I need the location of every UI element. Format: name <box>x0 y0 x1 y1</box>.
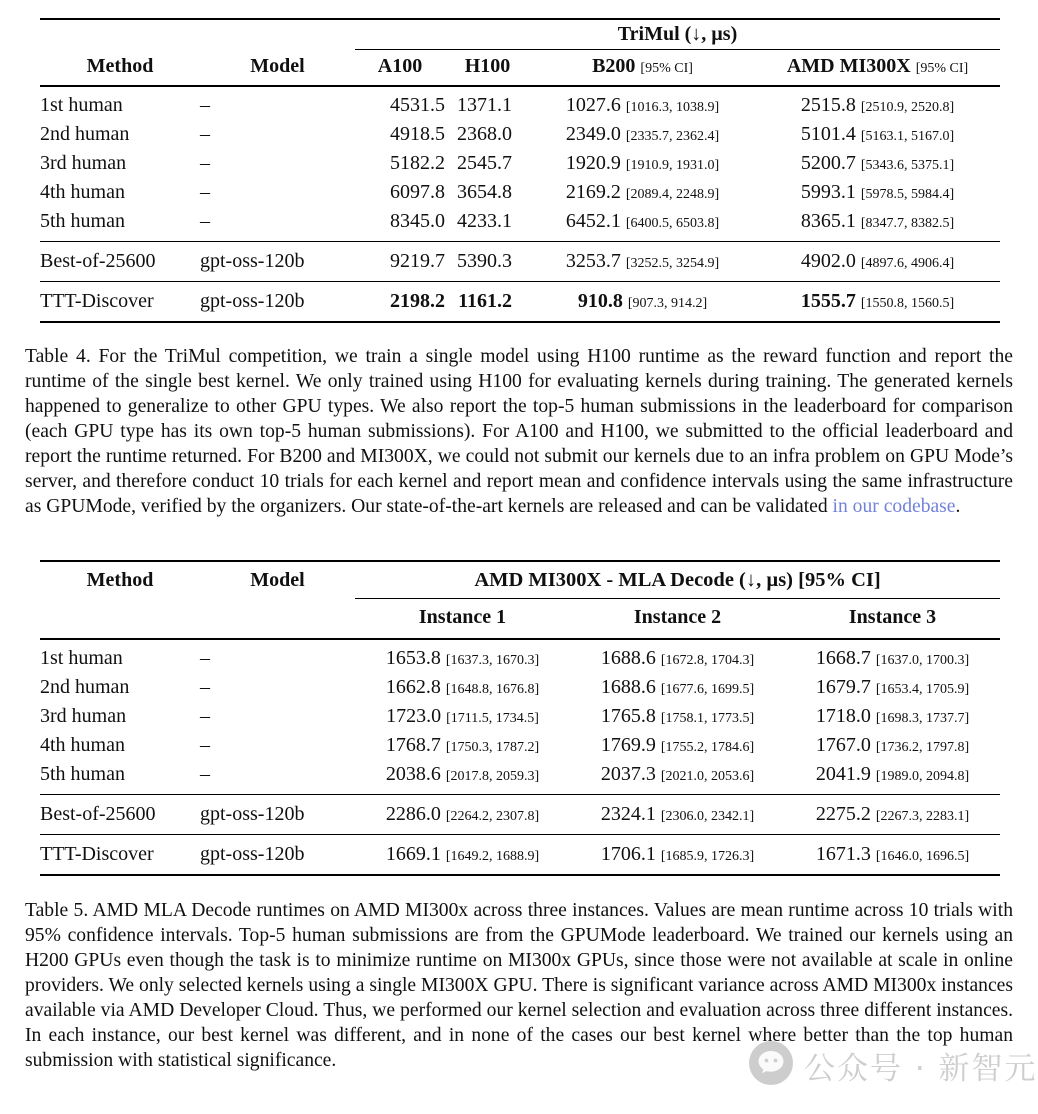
instance1-cell: 1662.8 [1648.8, 1676.8] <box>385 676 540 698</box>
model-cell: gpt-oss-120b <box>200 795 355 835</box>
a100-cell: 6097.8 <box>390 181 445 203</box>
method-cell: Best-of-25600 <box>40 795 200 835</box>
h100-cell: 2368.0 <box>457 123 512 145</box>
method-cell: 1st human <box>40 647 123 669</box>
mi300x-cell: 2515.8 [2510.9, 2520.8] <box>800 94 955 116</box>
method-cell: 5th human <box>40 760 200 795</box>
instance2-cell: 1769.9 [1755.2, 1784.6] <box>600 734 755 756</box>
column-header-method: Method <box>40 50 200 87</box>
method-cell: 3rd human <box>40 705 127 727</box>
instance2-cell: 1688.6 [1672.8, 1704.3] <box>600 647 755 669</box>
mla-instance-header-row <box>40 599 1000 640</box>
mi300x-cell: 5200.7 [5343.6, 5375.1] <box>800 152 955 174</box>
method-cell: 4th human <box>40 734 125 756</box>
mla-group-header-row <box>40 561 1000 599</box>
ttt-discover-row <box>40 835 1000 876</box>
paper-page <box>0 18 1038 1114</box>
table-row <box>40 207 1000 242</box>
table4-caption <box>25 344 1013 519</box>
instance3-cell: 1718.0 [1698.3, 1737.7] <box>815 705 970 727</box>
mi300x-cell: 5993.1 [5978.5, 5984.4] <box>800 181 955 203</box>
model-cell: – <box>200 123 210 145</box>
ci-note: [95% CI] <box>915 61 969 76</box>
model-cell: – <box>200 676 210 698</box>
h100-cell: 2545.7 <box>457 152 512 174</box>
instance3-cell: 2275.2 [2267.3, 2283.1] <box>785 795 1000 835</box>
method-cell: 5th human <box>40 207 200 242</box>
table-row <box>40 120 1000 149</box>
instance3-cell: 1767.0 [1736.2, 1797.8] <box>815 734 970 756</box>
method-cell: 1st human <box>40 94 123 116</box>
caption-text: Table 5. AMD MLA Decode runtimes on AMD MI300x across three instances. Values are mean runtime across 10 trials with 95% confidence intervals. Top-5 human submissions are from the GPUMode leaderboard. We trained our kernels using an H200 GPUs even though the task is to minimize runtime on MI300x GPUs, since those were not available at scale in online providers. We only selected kernels using a single MI300X GPU. There is significant variance across AMD MI300x instances available via AMD Developer Cloud. Thus, we performed our kernel selection and evaluation across three different instances. In each instance, our best kernel was different, and in none of the cases our best kernel where better than the top human submission with statistical significance. <box>25 900 1013 1071</box>
ci-note: [95% CI] <box>640 61 693 76</box>
instance1-cell: 2286.0 [2264.2, 2307.8] <box>355 795 570 835</box>
model-cell: gpt-oss-120b <box>200 242 355 282</box>
instance3-cell: 1679.7 [1653.4, 1705.9] <box>815 676 970 698</box>
trimul-column-header-row <box>40 50 1000 87</box>
column-header-instance-1: Instance 1 <box>355 599 570 640</box>
instance3-cell: 2041.9 [1989.0, 2094.8] <box>785 760 1000 795</box>
b200-cell: 910.8 [907.3, 914.2] <box>577 290 708 312</box>
method-cell: 2nd human <box>40 123 130 145</box>
method-cell: 2nd human <box>40 676 130 698</box>
mi300x-cell: 8365.1 [8347.7, 8382.5] <box>755 207 1000 242</box>
mla-decode-table <box>40 560 1000 876</box>
a100-cell: 8345.0 <box>355 207 445 242</box>
instance1-cell: 1768.7 [1750.3, 1787.2] <box>385 734 540 756</box>
column-header-mi300x: AMD MI300X [95% CI] <box>755 50 1000 87</box>
mla-group-header: AMD MI300X - MLA Decode (↓, µs) [95% CI] <box>355 561 1000 599</box>
model-cell: – <box>200 705 210 727</box>
instance2-cell: 2037.3 [2021.0, 2053.6] <box>570 760 785 795</box>
h100-cell: 1371.1 <box>457 94 512 116</box>
instance2-cell: 1688.6 [1677.6, 1699.5] <box>600 676 755 698</box>
model-cell: gpt-oss-120b <box>200 290 305 312</box>
b200-cell: 2169.2 [2089.4, 2248.9] <box>565 181 720 203</box>
watermark-text: 公众号 · 新智元 <box>804 1051 1038 1087</box>
h100-cell: 5390.3 <box>445 242 530 282</box>
method-cell: Best-of-25600 <box>40 242 200 282</box>
b200-cell: 2349.0 [2335.7, 2362.4] <box>565 123 720 145</box>
method-cell: TTT-Discover <box>40 843 154 865</box>
table-row <box>40 673 1000 702</box>
method-cell: 4th human <box>40 181 125 203</box>
table-row <box>40 86 1000 120</box>
model-cell: gpt-oss-120b <box>200 843 305 865</box>
trimul-group-header: TriMul (↓, µs) <box>355 19 1000 50</box>
h100-cell: 4233.1 <box>445 207 530 242</box>
table5-caption <box>25 898 1013 1073</box>
model-cell: – <box>200 760 355 795</box>
trimul-group-header-row <box>40 19 1000 50</box>
column-header-b200: B200 [95% CI] <box>530 50 755 87</box>
h100-cell: 1161.2 <box>458 290 512 312</box>
method-cell: 3rd human <box>40 152 127 174</box>
table-row <box>40 178 1000 207</box>
table-row <box>40 149 1000 178</box>
a100-cell: 4531.5 <box>390 94 445 116</box>
method-cell: TTT-Discover <box>40 290 154 312</box>
mi300x-cell: 1555.7 [1550.8, 1560.5] <box>800 290 955 312</box>
table-row <box>40 731 1000 760</box>
column-header-h100: H100 <box>445 50 530 87</box>
instance2-cell: 1706.1 [1685.9, 1726.3] <box>600 843 755 865</box>
model-cell: – <box>200 181 210 203</box>
ttt-discover-row <box>40 282 1000 323</box>
table-row <box>40 760 1000 795</box>
b200-cell: 1920.9 [1910.9, 1931.0] <box>565 152 720 174</box>
column-header-model: Model <box>200 50 355 87</box>
caption-text: Table 4. For the TriMul competition, we train a single model using H100 runtime as the reward function and report the runtime of the single best kernel. We only trained using H100 for evaluating kernels during training. The generated kernels happened to generalize to other GPU types. We also report the top-5 human submissions in the leaderboard for comparison (each GPU type has its own top-5 human submissions). For A100 and H100, we submitted to the official leaderboard and report the runtime returned. For B200 and MI300X, we could not submit our kernels due to an infra problem on GPU Mode’s server, and therefore conduct 10 trials for each kernel and report mean and confidence intervals using the same infrastructure as GPUMode, verified by the organizers. Our state-of-the-art kernels are released and can be validated <box>25 346 1013 517</box>
best-of-row <box>40 795 1000 835</box>
instance3-cell: 1671.3 [1646.0, 1696.5] <box>815 843 970 865</box>
column-header-instance-2: Instance 2 <box>570 599 785 640</box>
model-cell: – <box>200 94 210 116</box>
mi300x-cell: 5101.4 [5163.1, 5167.0] <box>800 123 955 145</box>
instance2-cell: 1765.8 [1758.1, 1773.5] <box>600 705 755 727</box>
codebase-link[interactable]: in our codebase <box>832 496 956 517</box>
h100-cell: 3654.8 <box>457 181 512 203</box>
b200-cell: 1027.6 [1016.3, 1038.9] <box>565 94 720 116</box>
instance1-cell: 1723.0 [1711.5, 1734.5] <box>386 705 539 727</box>
column-header-instance-3: Instance 3 <box>785 599 1000 640</box>
model-cell: – <box>200 152 210 174</box>
instance3-cell: 1668.7 [1637.0, 1700.3] <box>815 647 970 669</box>
table-row <box>40 702 1000 731</box>
model-cell: – <box>200 734 210 756</box>
column-header-model: Model <box>250 569 305 592</box>
a100-cell: 4918.5 <box>390 123 445 145</box>
a100-cell: 9219.7 <box>355 242 445 282</box>
model-cell: – <box>200 647 210 669</box>
instance1-cell: 2038.6 [2017.8, 2059.3] <box>355 760 570 795</box>
table-row <box>40 639 1000 673</box>
b200-cell: 6452.1 [6400.5, 6503.8] <box>530 207 755 242</box>
caption-text: . <box>955 496 961 517</box>
column-header-a100: A100 <box>355 50 445 87</box>
a100-cell: 2198.2 <box>390 290 445 312</box>
b200-cell: 3253.7 [3252.5, 3254.9] <box>530 242 755 282</box>
column-header-method: Method <box>86 569 154 592</box>
a100-cell: 5182.2 <box>390 152 445 174</box>
instance1-cell: 1653.8 [1637.3, 1670.3] <box>385 647 540 669</box>
instance1-cell: 1669.1 [1649.2, 1688.9] <box>385 843 540 865</box>
model-cell: – <box>200 207 355 242</box>
instance2-cell: 2324.1 [2306.0, 2342.1] <box>570 795 785 835</box>
trimul-table <box>40 18 1000 323</box>
best-of-row <box>40 242 1000 282</box>
mi300x-cell: 4902.0 [4897.6, 4906.4] <box>755 242 1000 282</box>
